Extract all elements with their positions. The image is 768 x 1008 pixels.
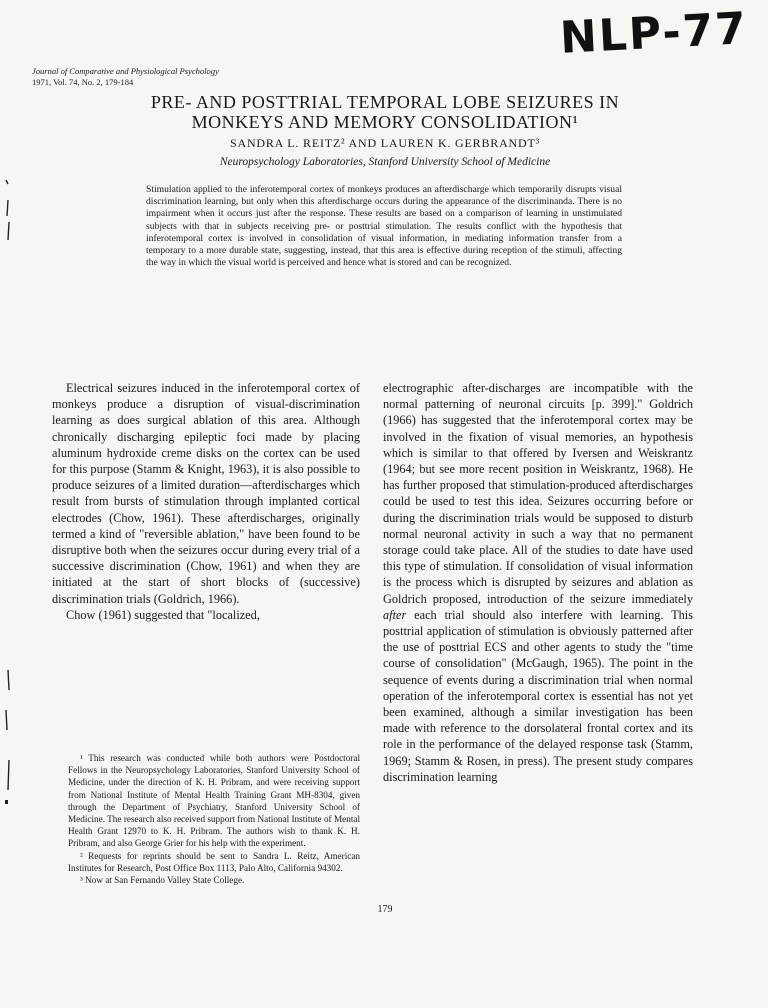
handwritten-stamp: NLP-77 (558, 3, 750, 64)
journal-name: Journal of Comparative and Physiological Psychology (32, 66, 219, 76)
emphasis-after: after (383, 607, 407, 622)
left-paragraph-1: Electrical seizures induced in the inferotemporal cortex of monkeys produce a disruption of visual-discrimination learning as does surgical ablation of this area. Although chronically discharging epileptic foci made by placing aluminum hydroxide creme disks on the cortex can be used for this purpose (Stamm & Knight, 1963), it is also possible to produce seizures of a limited duration—afterdischarges which result from bursts of stimulation through implanted cortical electrodes (Chow, 1961). These afterdischarges, originally termed a kind of "reversible ablation," have been found to be disruptive both when the seizures occur during every trial of a successive discrimination (Chow, 1961) and when they are initiated at the start of short blocks of (successive) discrimination trials (Goldrich, 1966). (52, 381, 360, 606)
page-number: 179 (377, 904, 393, 915)
left-paragraph-2: Chow (1961) suggested that "localized, (66, 607, 260, 622)
title-line-2: MONKEYS AND MEMORY CONSOLIDATION¹ (191, 112, 579, 132)
right-column (383, 380, 693, 785)
right-text-b: each trial should also interfere with learning. This posttrial application of stimulation is obviously patterned after the use of posttrial ECS and other agents to study the "time course of consolidation" (McGaugh, 1965). The point in the sequence of events during a discrimination trial when normal operation of the inferotemporal cortex is essential has not yet been examined, although a similar investigation has been made with reference to the dorsolateral frontal cortex and its role in the performance of the delayed response task (Stamm, 1969; Stamm & Rosen, in press). The present study compares discrimination learning (383, 607, 694, 784)
right-text-a: electrographic after-discharges are incompatible with the normal patterning of neuronal circuits [p. 399]." Goldrich (1966) has suggested that the inferotemporal cortex may be involved in the fixation of visual memories, an hypothesis which is similar to that offered by Iversen and Weiskrantz (1964; but see more recent position in Weiskrantz, 1968). He has further proposed that stimulation-produced afterdischarges could be used to test this idea. Seizures occurring before or during the discrimination trials would be supposed to disturb normal neuronal activity in such a way that no permanent storage could take place. All of the studies to date have used this type of stimulation. If consolidation of visual information is the process which is disrupted by seizures and ablation as Goldrich proposed, introduction of the seizure immediately (383, 381, 693, 606)
right-paragraph-1 (383, 380, 693, 785)
footnote-3: ³ Now at San Fernando Valley State College. (80, 875, 245, 886)
author-line: SANDRA L. REITZ² AND LAUREN K. GERBRANDT³ (230, 136, 540, 150)
journal-header (32, 66, 432, 88)
journal-volume: 1971, Vol. 74, No. 2, 179-184 (32, 77, 134, 87)
footnote-2: ² Requests for reprints should be sent to Sandra L. Reitz, American Institutes for Research, Post Office Box 1113, Palo Alto, California 94302. (68, 850, 360, 873)
abstract: Stimulation applied to the inferotemporal cortex of monkeys produces an afterdischarge which temporarily disrupts visual discrimination learning, but only when this afterdischarge occurs during the appearance of the discriminanda. There is no impairment when it occurs just after the response. These results are based on a comparison of learning in unstimulated subjects with that in subjects receiving pre- or posttrial stimulation. The results conflict with the hypothesis that inferotemporal cortex is involved in consolidation of visual information, in mediating information transfer from a temporary to a more durable state, suggesting, instead, that this area is effective during reception of the stimuli, affecting the way in which the visual world is perceived and hence what is stored and can be recognized. (146, 184, 622, 269)
article-title (60, 92, 710, 132)
title-line-1: PRE- AND POSTTRIAL TEMPORAL LOBE SEIZURES IN (150, 92, 620, 112)
affiliation: Neuropsychology Laboratories, Stanford University School of Medicine (219, 156, 551, 168)
left-column (52, 380, 360, 623)
footnote-1: ¹ This research was conducted while both authors were Postdoctoral Fellows in the Neuropsychology Laboratories, Stanford University School of Medicine, under the direction of K. H. Pribram, and were receiving support from National Institute of Mental Health Training Grant MH-8304, given through the Department of Psychiatry, Stanford University School of Medicine. The research also received support from National Institute of Mental Health Grant 12970 to K. H. Pribram. The authors wish to thank K. H. Pribram, and also George Grier for his help with the experiment. (68, 753, 360, 849)
footnotes (68, 752, 360, 886)
margin-scan-marks-icon (0, 170, 24, 830)
